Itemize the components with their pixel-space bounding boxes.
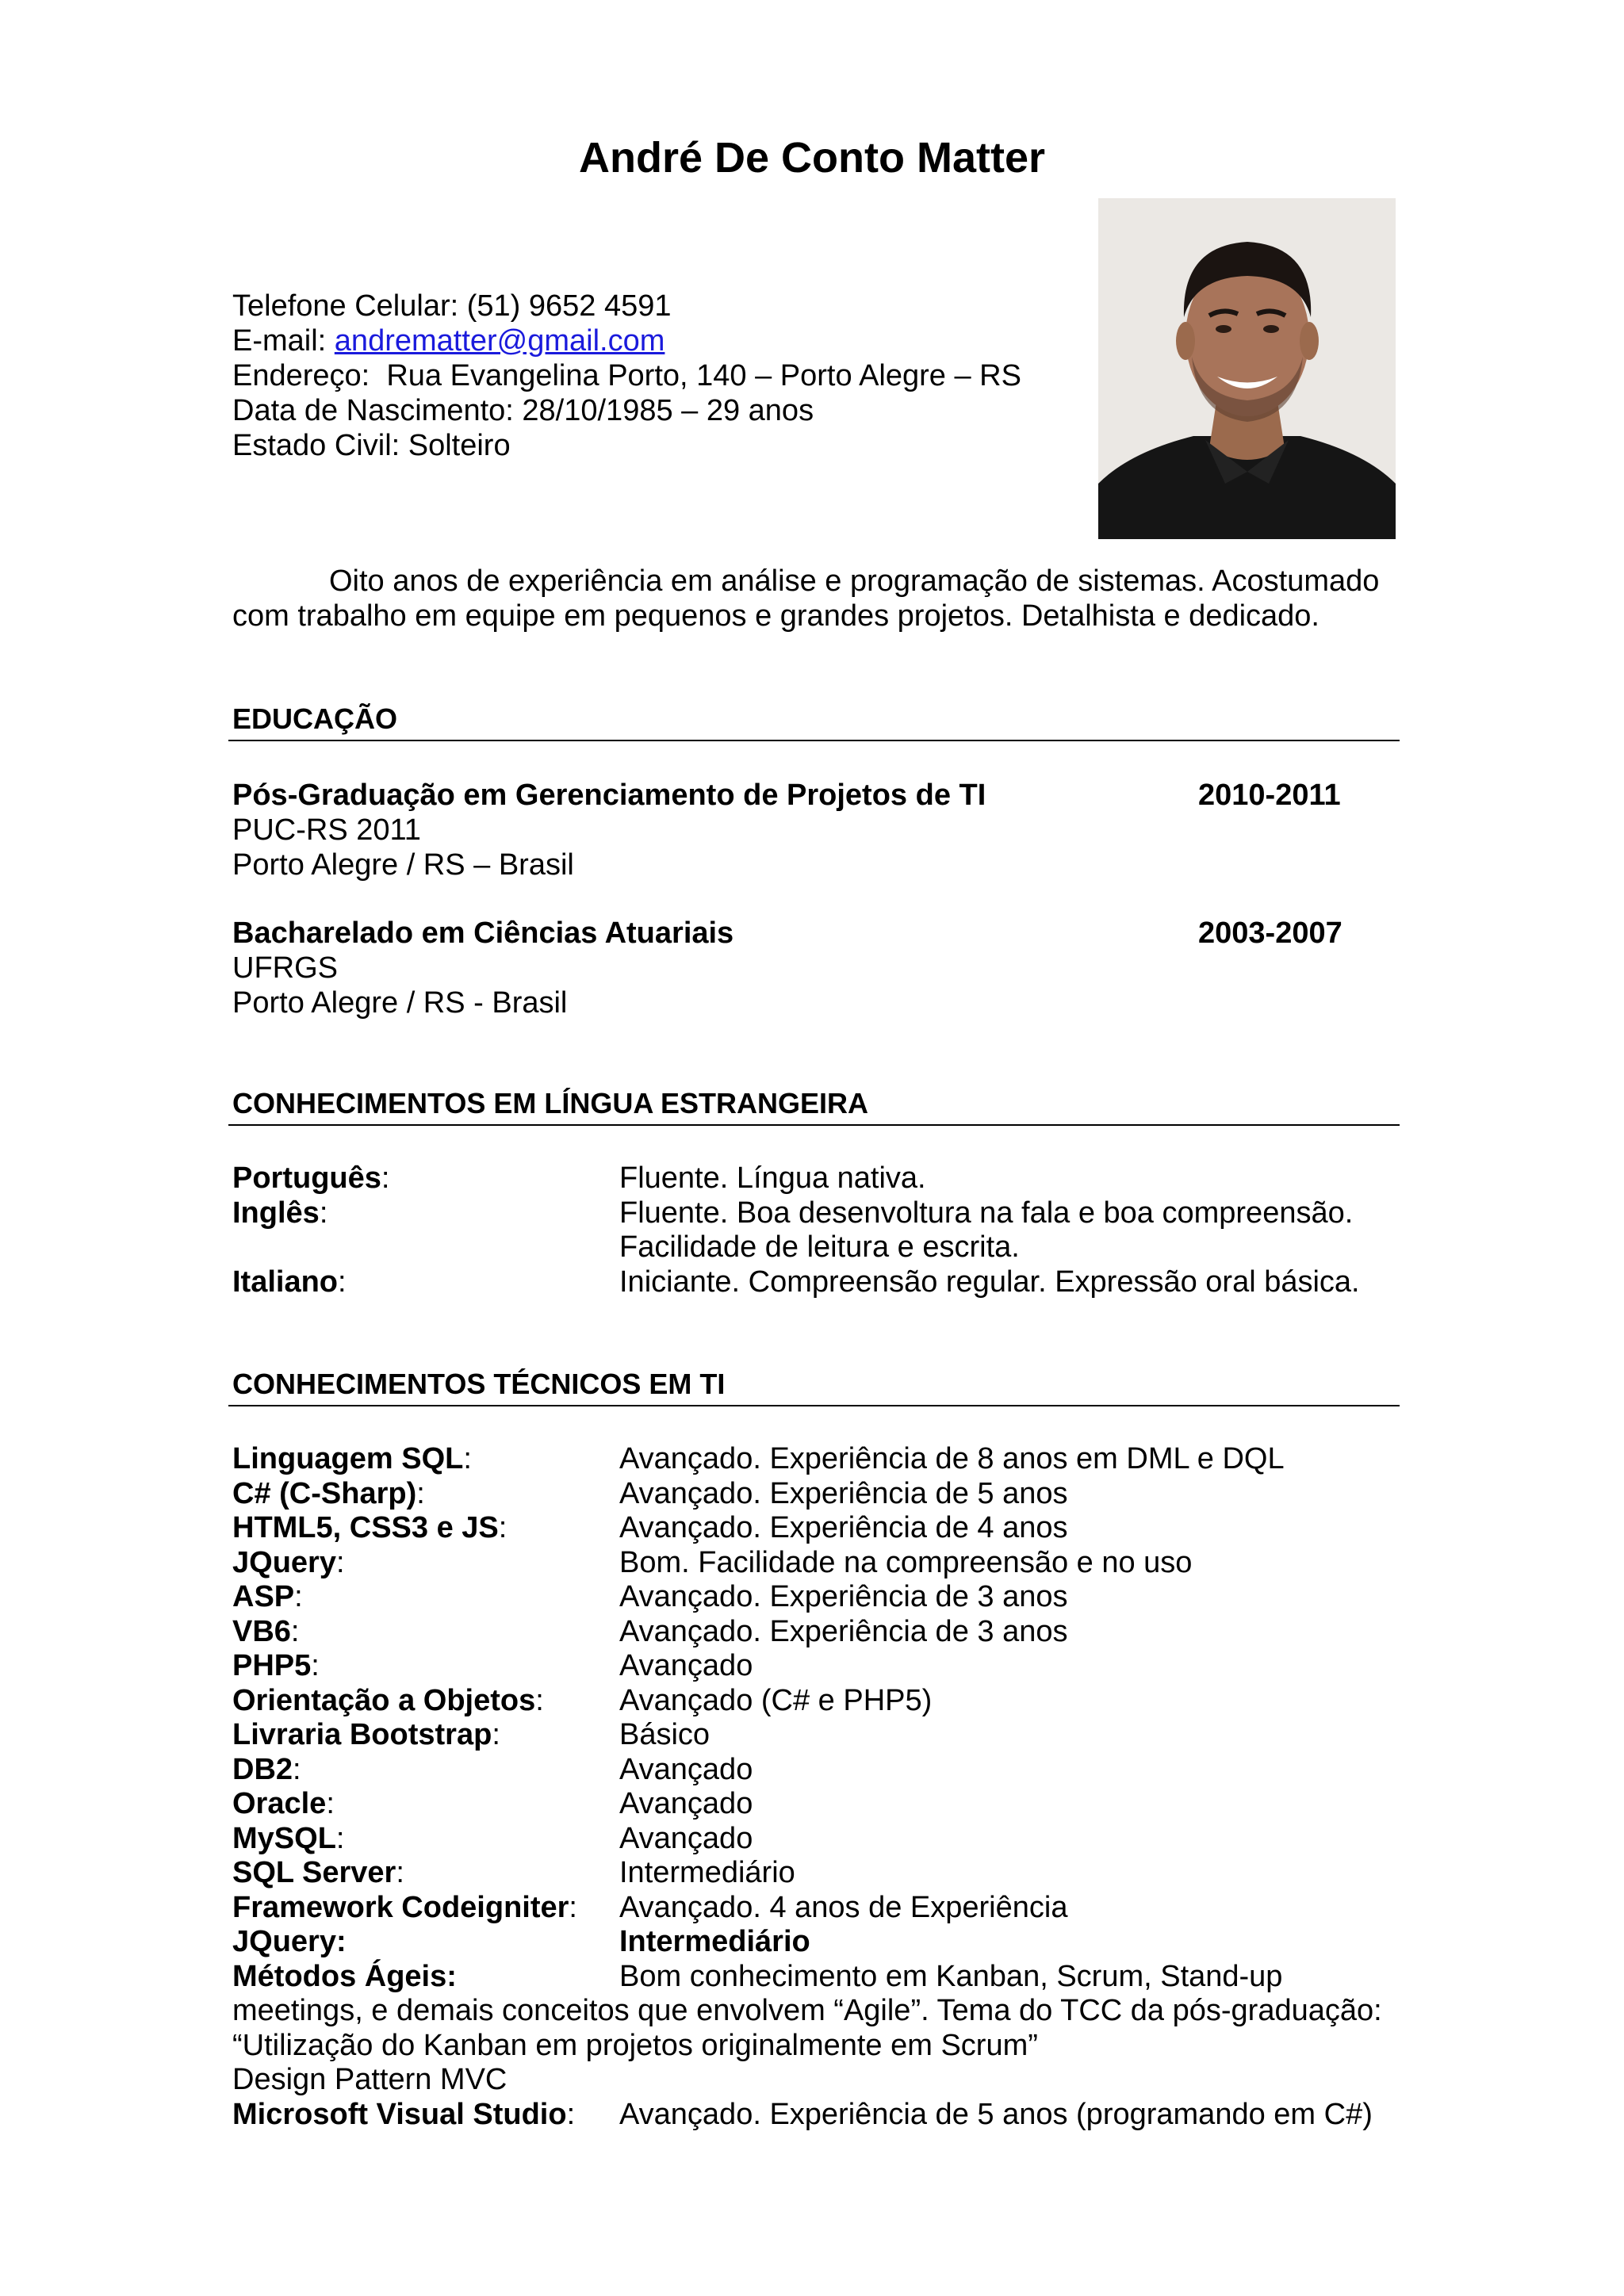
degree-location: Porto Alegre / RS – Brasil [232, 848, 574, 882]
skill-row [232, 1511, 1406, 1546]
languages-list [232, 1161, 1406, 1299]
degree-title: Bacharelado em Ciências Atuariais [232, 916, 734, 950]
phone-line [232, 289, 1021, 323]
birth-line [232, 393, 1021, 428]
skill-name: Oracle [232, 1787, 327, 1820]
tech-heading: CONHECIMENTOS TÉCNICOS EM TI [228, 1368, 1400, 1406]
address-value: Rua Evangelina Porto, 140 – Porto Alegre – RS [386, 359, 1021, 392]
separator: : [381, 1161, 390, 1195]
skill-level: Avançado. Experiência de 8 anos em DML e DQL [619, 1442, 1285, 1475]
skill-row [232, 1684, 1406, 1719]
language-row [232, 1265, 1406, 1300]
skill-row [232, 1925, 1406, 1960]
degree-years: 2003-2007 [1198, 916, 1342, 950]
agile-continuation: “Utilização do Kanban em projetos originalmente em Scrum” [232, 2028, 1038, 2062]
address-label: Endereço: [232, 359, 387, 392]
skill-row [232, 1649, 1406, 1684]
email-label: E-mail: [232, 324, 335, 358]
summary-line: Oito anos de experiência em análise e programação de sistemas. Acostumado [329, 564, 1380, 598]
skill-row [232, 1891, 1406, 1926]
civil-status-value: Solteiro [408, 429, 511, 462]
language-name: Português [232, 1161, 381, 1195]
separator: : [335, 1545, 345, 1579]
birth-label: Data de Nascimento: [232, 394, 523, 427]
skill-row [232, 1477, 1406, 1512]
resume-name: André De Conto Matter [578, 134, 1045, 182]
languages-heading: CONHECIMENTOS EM LÍNGUA ESTRANGEIRA [228, 1088, 1400, 1126]
separator: : [463, 1442, 472, 1475]
language-level: Fluente. Língua nativa. [619, 1161, 926, 1195]
skill-level: Avançado. Experiência de 3 anos [619, 1580, 1068, 1613]
skill-name: Microsoft Visual Studio [232, 2097, 567, 2131]
contact-info [232, 289, 1021, 463]
skill-name: Orientação a Objetos [232, 1683, 536, 1717]
skill-level: Básico [619, 1718, 710, 1751]
language-level: Fluente. Boa desenvoltura na fala e boa compreensão. [619, 1196, 1354, 1230]
skill-name: Métodos Ágeis: [232, 1959, 457, 1993]
separator: : [498, 1511, 508, 1544]
skill-level: Avançado. Experiência de 4 anos [619, 1511, 1068, 1544]
skill-level: Avançado [619, 1821, 753, 1855]
mvc-line: Design Pattern MVC [232, 2063, 508, 2096]
language-row [232, 1230, 1406, 1265]
separator: : [319, 1196, 328, 1230]
summary-line: com trabalho em equipe em pequenos e grandes projetos. Detalhista e dedicado. [232, 599, 1320, 633]
profile-summary [232, 564, 1382, 633]
skill-level: Bom. Facilidade na compreensão e no uso [619, 1545, 1193, 1579]
separator: : [396, 1856, 404, 1889]
skill-level: Intermediário [619, 1925, 810, 1958]
skill-level: Intermediário [619, 1856, 795, 1889]
tech-skills-list [232, 1442, 1406, 2132]
separator: : [338, 1265, 347, 1299]
skill-name: Framework Codeigniter [232, 1890, 569, 1924]
language-row [232, 1161, 1406, 1196]
degree-years: 2010-2011 [1198, 779, 1341, 812]
degree-institution: UFRGS [232, 951, 338, 985]
skill-row [232, 1960, 1406, 1995]
skill-row [232, 1580, 1406, 1615]
skill-name: JQuery [232, 1545, 336, 1579]
agile-continuation: meetings, e demais conceitos que envolvem “Agile”. Tema do TCC da pós-graduação: [232, 1994, 1382, 2027]
skill-name: Livraria Bootstrap [232, 1718, 492, 1751]
separator: : [566, 2097, 576, 2131]
skill-row [232, 1753, 1406, 1788]
separator: : [290, 1614, 300, 1648]
degree-title: Pós-Graduação em Gerenciamento de Projetos de TI [232, 779, 986, 812]
profile-photo [1098, 198, 1396, 539]
email-line [232, 323, 1021, 358]
separator: : [326, 1787, 335, 1820]
skill-name: JQuery: [232, 1925, 347, 1958]
skill-row [232, 1442, 1406, 1477]
education-item [232, 778, 1342, 882]
skill-level: Avançado. 4 anos de Experiência [619, 1890, 1068, 1924]
skill-level: Avançado [619, 1649, 753, 1682]
skill-row [232, 1718, 1406, 1753]
skill-row [232, 1787, 1406, 1822]
skill-row [232, 2098, 1406, 2133]
skill-level: Avançado [619, 1752, 753, 1786]
skill-level: Avançado [619, 1787, 753, 1820]
separator: : [335, 1821, 345, 1855]
language-level: Iniciante. Compreensão regular. Expressão oral básica. [619, 1265, 1360, 1299]
separator: : [294, 1580, 303, 1613]
skill-row [232, 1546, 1406, 1581]
separator: : [492, 1718, 500, 1751]
civil-status-line [232, 428, 1021, 463]
skill-level: Avançado. Experiência de 3 anos [619, 1614, 1068, 1648]
separator: : [535, 1683, 544, 1717]
language-row [232, 1196, 1406, 1231]
skill-row [232, 1856, 1406, 1891]
phone-label: Telefone Celular: [232, 289, 467, 323]
language-name: Inglês [232, 1196, 320, 1230]
skill-level: Avançado. Experiência de 5 anos (programando em C#) [619, 2097, 1373, 2131]
separator: : [416, 1476, 425, 1510]
education-heading: EDUCAÇÃO [228, 703, 1400, 741]
skill-name: DB2 [232, 1752, 293, 1786]
skill-level: Bom conhecimento em Kanban, Scrum, Stand-up [619, 1959, 1283, 1993]
skill-row [232, 1615, 1406, 1650]
skill-name: Linguagem SQL [232, 1442, 464, 1475]
birth-value: 28/10/1985 – 29 anos [522, 394, 814, 427]
skill-name: SQL Server [232, 1856, 396, 1889]
degree-institution: PUC-RS 2011 [232, 813, 421, 847]
skill-name: PHP5 [232, 1649, 312, 1682]
separator: : [293, 1752, 301, 1786]
language-name: Italiano [232, 1265, 339, 1299]
address-line [232, 358, 1021, 393]
skill-level: Avançado. Experiência de 5 anos [619, 1476, 1068, 1510]
separator: : [311, 1649, 320, 1682]
skill-name: VB6 [232, 1614, 291, 1648]
email-link[interactable]: andrematter@gmail.com [334, 324, 665, 358]
skill-name: HTML5, CSS3 e JS [232, 1511, 499, 1544]
skill-name: C# (C-Sharp) [232, 1476, 417, 1510]
civil-status-label: Estado Civil: [232, 429, 408, 462]
skill-level: Avançado (C# e PHP5) [619, 1683, 933, 1717]
skill-row [232, 1822, 1406, 1857]
education-item [232, 916, 1342, 1020]
language-level: Facilidade de leitura e escrita. [619, 1230, 1020, 1264]
separator: : [569, 1890, 577, 1924]
skill-name: MySQL [232, 1821, 336, 1855]
phone-value: (51) 9652 4591 [466, 289, 672, 323]
degree-location: Porto Alegre / RS - Brasil [232, 986, 568, 1020]
skill-name: ASP [232, 1580, 295, 1613]
